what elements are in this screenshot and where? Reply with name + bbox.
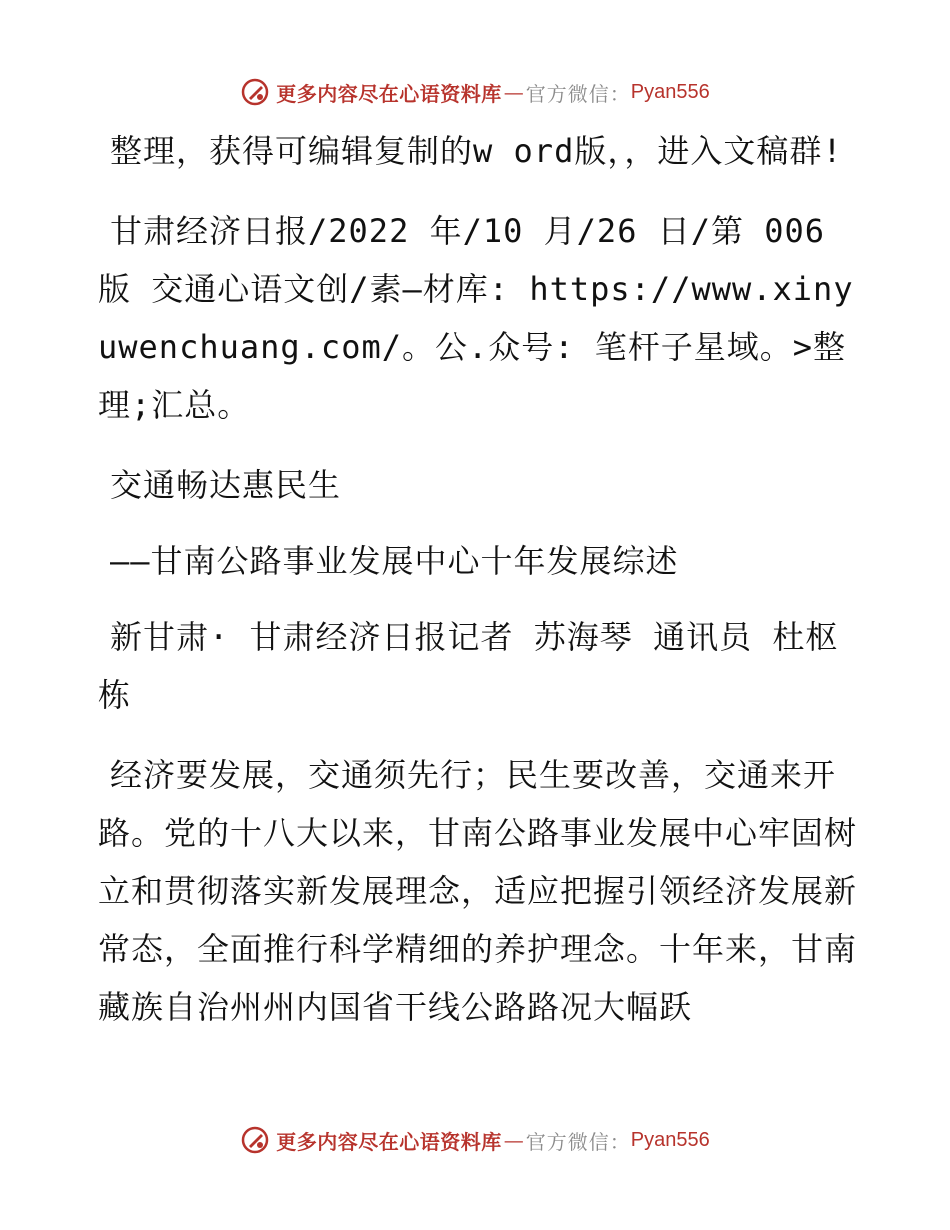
paragraph-source: 甘肃经济日报/2022 年/10 月/26 日/第 006 版 交通心语文创/素—材库: https://www.xinyuwenchuang.com/。公.众号: 笔杆子星域。>整理;汇总。 <box>98 212 854 424</box>
banner-text-gray: 官方微信： <box>525 81 631 106</box>
banner-wechat-id: Pyan556 <box>630 1128 710 1151</box>
footer-watermark-banner <box>0 1120 950 1160</box>
banner-text-main: 更多内容尽在心语资料库 <box>276 81 502 106</box>
paragraph-body: 经济要发展，交通须先行；民生要改善，交通来开路。党的十八大以来，甘南公路事业发展中心牢固树立和贯彻落实新发展理念，适应把握引领经济发展新常态，全面推行科学精细的养护理念。十年来，甘南藏族自治州州内国省干线公路路况大幅跃 <box>98 756 858 1026</box>
article-subtitle: ——甘南公路事业发展中心十年发展综述 <box>110 542 679 580</box>
document-body <box>98 122 858 1058</box>
banner-text-main: 更多内容尽在心语资料库 <box>276 1129 502 1154</box>
article-byline: 新甘肃· 甘肃经济日报记者 苏海琴 通讯员 杜枢栋 <box>98 618 839 714</box>
banner-dash: — <box>503 1128 524 1152</box>
banner-text-gray: 官方微信： <box>525 1129 631 1154</box>
banner-dash: — <box>503 80 524 104</box>
banner-wechat-id: Pyan556 <box>630 80 710 103</box>
quill-seal-logo-icon <box>240 1125 270 1155</box>
header-watermark-banner <box>0 72 950 112</box>
quill-seal-logo-icon <box>240 77 270 107</box>
article-title: 交通畅达惠民生 <box>110 466 342 504</box>
paragraph-intro: 整理，获得可编辑复制的w ord版，，进入文稿群! <box>110 132 843 170</box>
